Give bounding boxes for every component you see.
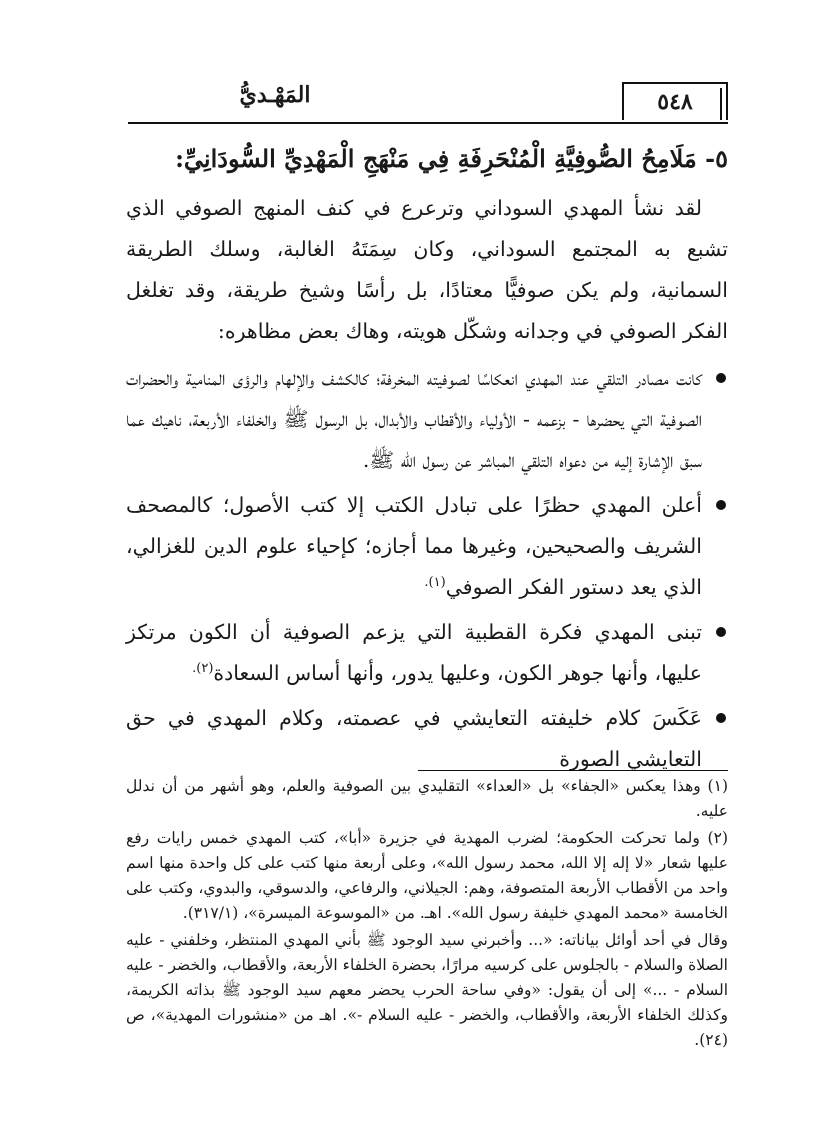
bullet-dot-icon	[716, 500, 726, 510]
footnote-2: (٢) ولما تحركت الحكومة؛ لضرب المهدية في جزيرة «أبا»، كتب المهدي خمس رايات رفع عليها شعار «لا إله إلا الله، محمد رسول الله»، وعلى أربعة منها كتب على كل واحدة منها اسم واحد من الأقطاب الأربعة المتصوفة، وهم: الجيلاني، والرفاعي، والدسوقي، والبدوي، وكتب على الخامسة «محمد المهدي خليفة رسول الله». اهـ. من «الموسوعة الميسرة»، (٣١٧/١).	[126, 829, 728, 922]
section-heading: ٥- مَلَامِحُ الصُّوفِيَّةِ الْمُنْحَرِفَةِ فِي مَنْهَجِ الْمَهْدِيِّ السُّودَانِيِّ:	[175, 144, 728, 173]
bullet-text: كانت مصادر التلقي عند المهدي انعكاسًا لصوفيته المخرفة؛ كالكشف والإلهام والرؤى المنامية والحضرات الصوفية التي يحضرها - بزعمه - الأولياء والأقطاب والأبدال، بل الرسول ﷺ والخلفاء الأربعة، ناهيك عما سبق الإشارة إليه من دعواه التلقي المباشر عن رسول الله ﷺ.	[126, 366, 702, 472]
footnote-rule	[418, 770, 728, 771]
footnotes	[126, 774, 728, 1055]
bullet-list	[126, 358, 728, 780]
bullet-item	[126, 358, 728, 481]
bullet-text: تبنى المهدي فكرة القطبية التي يزعم الصوفية أن الكون مرتكز عليها، وأنها جوهر الكون، وعليها يدور، وأنها أساس السعادة	[126, 620, 702, 685]
bullet-text: أعلن المهدي حظرًا على تبادل الكتب إلا كتب الأصول؛ كالمصحف الشريف والصحيحين، وغيرها مما أجازه؛ كإحياء علوم الدين للغزالي، الذي يعد دستور الفكر الصوفي	[126, 493, 702, 599]
footnote-2-continued: وقال في أحد أوائل بياناته: «... وأخبرني سيد الوجود ﷺ بأني المهدي المنتظر، وخلفني - عليه الصلاة والسلام - بالجلوس على كرسيه مرارًا، بحضرة الخلفاء الأربعة، والأقطاب، والخضر - عليه السلام - ...» إلى أن يقول: «وفي ساحة الحرب يحضر معهم سيد الوجود ﷺ بذاته الكريمة، وكذلك الخلفاء الأربعة، والأقطاب، والخضر - عليه السلام -». اهـ من «منشورات المهدية»، ص (٢٤).	[126, 931, 728, 1049]
page-number: ٥٤٨	[622, 82, 728, 120]
bullet-item	[126, 485, 728, 608]
intro-paragraph: لقد نشأ المهدي السوداني وترعرع في كنف المنهج الصوفي الذي تشبع به المجتمع السوداني، وكان سِمَتَهُ الغالبة، وسلك الطريقة السمانية، ولم يكن صوفيًّا معتادًا، بل رأسًا وشيخ طريقة، وقد تغلغل الفكر الصوفي في وجدانه وشكّل هويته، وهاك بعض مظاهره:	[126, 196, 728, 343]
bullet-dot-icon	[716, 713, 726, 723]
bullet-item	[126, 698, 728, 780]
bullet-item	[126, 612, 728, 694]
running-head: المَهْـديُّ	[239, 82, 311, 108]
footnote-ref: (٢).	[192, 661, 214, 677]
bullet-dot-icon	[716, 627, 726, 637]
bullet-text: عَكَسَ كلام خليفته التعايشي في عصمته، وكلام المهدي في حق التعايشي الصورة	[126, 706, 702, 771]
bullet-dot-icon	[716, 373, 726, 383]
footnote-ref: (١).	[424, 575, 446, 591]
header-rule	[128, 122, 728, 124]
main-text	[126, 188, 728, 784]
footnote-1: (١) وهذا يعكس «الجفاء» بل «العداء» التقليدي بين الصوفية والعلم، وهو أشهر من أن ندلل عليه.	[126, 777, 728, 820]
